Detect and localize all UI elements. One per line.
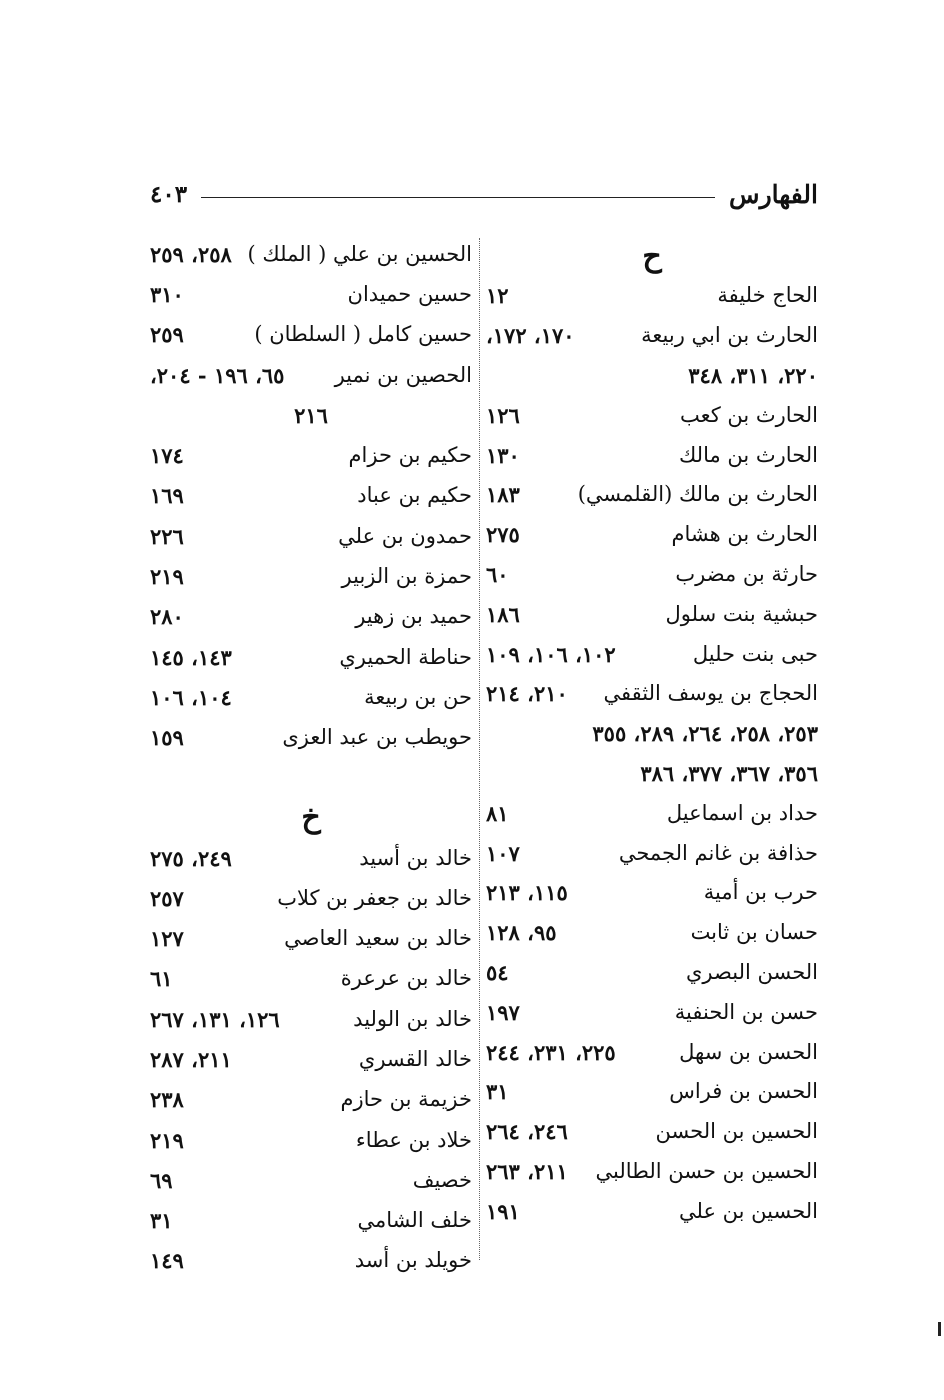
entry-name: الحجاج بن يوسف الثقفي	[603, 681, 818, 706]
entry-name: الحسن بن سهل	[679, 1039, 818, 1064]
index-entry	[150, 677, 472, 717]
index-entry	[486, 873, 818, 913]
entry-pages: ١٢	[486, 283, 509, 309]
index-entry	[486, 1152, 818, 1192]
entry-pages: ٢٤٩، ٢٧٥	[150, 845, 232, 871]
entry-name: خالد بن سعيد العاصي	[284, 926, 472, 951]
entry-name: حكيم بن حزام	[348, 443, 472, 468]
index-entry	[150, 597, 472, 637]
index-entry	[486, 953, 818, 993]
entry-name: خلاد بن عطاء	[355, 1127, 472, 1152]
page-title: الفهارس	[729, 179, 818, 209]
entry-pages: ٣١	[486, 1079, 509, 1105]
entry-pages: ٢١٩	[150, 1127, 184, 1153]
index-entry	[150, 999, 472, 1039]
entry-name: حمدون بن علي	[338, 523, 472, 548]
entry-pages: ٦١	[150, 966, 173, 992]
entry-name: خالد بن جعفر بن كلاب	[277, 885, 472, 910]
index-entry	[486, 594, 818, 634]
entry-name: الحارث بن ابي ربيعة	[641, 323, 818, 348]
index-column-left	[150, 234, 472, 1281]
page-number: ٤٠٣	[150, 180, 188, 208]
entry-pages: ٢٥٨، ٢٥٩	[150, 241, 232, 267]
entry-name: حبى بنت حليل	[692, 641, 818, 666]
index-entry	[150, 1039, 472, 1079]
entry-pages: ٢٥٩	[150, 322, 184, 348]
entry-name: خصيف	[412, 1167, 472, 1192]
index-entry	[150, 1241, 472, 1281]
index-entry	[150, 637, 472, 677]
page-header	[150, 172, 818, 216]
entry-continuation: ٢١٦	[294, 402, 328, 428]
index-column-right	[486, 236, 818, 1231]
entry-pages: ٨١	[486, 800, 509, 826]
index-entry	[150, 878, 472, 918]
entry-name: حميد بن زهير	[355, 604, 472, 629]
entry-name: خالد بن الوليد	[353, 1006, 472, 1031]
entry-pages: ١٨٣	[486, 482, 520, 508]
entry-name: الحارث بن مالك	[678, 442, 818, 467]
entry-pages: ٣١	[150, 1208, 173, 1234]
entry-name: الحارث بن كعب	[679, 402, 818, 427]
entry-name: حبشية بنت سلول	[665, 601, 818, 626]
entry-name: خلف الشامي	[357, 1208, 472, 1233]
index-entry	[150, 718, 472, 758]
entry-name: الحسن بن فراس	[669, 1079, 818, 1104]
entry-continuation: ٣٥٦، ٣٦٧، ٣٧٧، ٣٨٦	[640, 760, 818, 786]
index-entry	[150, 516, 472, 556]
entry-pages: ١٤٩	[150, 1248, 184, 1274]
entry-name: حمزة بن الزبير	[341, 564, 472, 589]
index-entry	[150, 1160, 472, 1200]
entry-continuation: ٢٢٠، ٣١١، ٣٤٨	[688, 362, 818, 388]
entry-pages: ٣١٠	[150, 281, 184, 307]
entry-name: الحاج خليفة	[717, 283, 818, 308]
index-entry	[486, 1072, 818, 1112]
index-entry	[486, 1032, 818, 1072]
index-entry	[486, 395, 818, 435]
entry-pages: ١٤٣، ١٤٥	[150, 644, 232, 670]
entry-name: حارثة بن مضرب	[675, 561, 818, 586]
index-entry	[486, 992, 818, 1032]
entry-pages: ٢١١، ٢٨٧	[150, 1046, 232, 1072]
entry-pages: ٩٥، ١٢٨	[486, 920, 557, 946]
page-edge-mark	[938, 1322, 941, 1336]
entry-pages: ٢٢٦	[150, 523, 184, 549]
entry-pages: ١٣٠	[486, 442, 520, 468]
index-entry	[150, 959, 472, 999]
entry-pages: ٦٠	[486, 561, 509, 587]
entry-pages: ٢٧٥	[486, 522, 520, 548]
entry-pages: ١٩٧	[486, 999, 520, 1025]
index-entry	[486, 833, 818, 873]
entry-pages: ٦٩	[150, 1167, 173, 1193]
section-letter-kha: خ	[301, 800, 321, 836]
index-entry	[486, 475, 818, 515]
entry-pages: ١٩١	[486, 1198, 520, 1224]
index-entry	[486, 1112, 818, 1152]
entry-name: الحسين بن علي	[678, 1198, 818, 1223]
entry-pages: ٢١١، ٢٦٣	[486, 1158, 568, 1184]
entry-pages: ٥٤	[486, 959, 509, 985]
entry-name: حذافة بن غانم الجمحي	[618, 840, 818, 865]
index-entry	[150, 315, 472, 355]
entry-name: حكيم بن عباد	[357, 483, 472, 508]
entry-name: الحسين بن الحسن	[655, 1119, 818, 1144]
entry-name: خالد بن أسيد	[359, 845, 472, 870]
entry-pages: ٦٥، ١٩٦ - ٢٠٤،	[150, 362, 285, 388]
entry-name: حن بن ربيعة	[364, 684, 472, 709]
index-entry	[150, 234, 472, 274]
entry-pages: ١١٥، ٢١٣	[486, 880, 568, 906]
index-entry	[150, 435, 472, 475]
entry-name: حداد بن اسماعيل	[666, 800, 818, 825]
entry-pages: ١٨٦	[486, 601, 520, 627]
entry-pages: ٢٤٦، ٢٦٤	[486, 1119, 568, 1145]
index-entry	[486, 674, 818, 714]
index-entry	[486, 515, 818, 555]
index-entry	[486, 913, 818, 953]
entry-name: الحارث بن مالك (القلمسي)	[577, 482, 818, 507]
column-divider	[479, 238, 480, 1260]
index-entry	[150, 1120, 472, 1160]
entry-name: خزيمة بن حازم	[340, 1087, 472, 1112]
entry-name: الحارث بن هشام	[671, 522, 818, 547]
entry-name: الحسين بن علي ( الملك )	[247, 241, 472, 266]
entry-pages: ٢٥٧	[150, 885, 184, 911]
section-letter-ha: ح	[642, 238, 662, 274]
entry-pages: ١٥٩	[150, 725, 184, 751]
index-entry	[486, 634, 818, 674]
section-gap	[150, 758, 472, 798]
entry-pages: ٢١٩	[150, 564, 184, 590]
entry-pages: ١٧٠، ١٧٢،	[486, 323, 575, 349]
entry-continuation: ٢٥٣، ٢٥٨، ٢٦٤، ٢٨٩، ٣٥٥	[592, 721, 818, 747]
index-entry	[486, 276, 818, 316]
index-entry	[150, 476, 472, 516]
entry-pages: ١٧٤	[150, 443, 184, 469]
index-entry	[486, 1191, 818, 1231]
entry-pages: ١٠٢، ١٠٦، ١٠٩	[486, 641, 616, 667]
index-entry	[150, 556, 472, 596]
entry-pages: ١٠٧	[486, 840, 520, 866]
entry-name: حسن بن الحنفية	[674, 999, 818, 1024]
entry-pages: ٢١٠، ٢١٤	[486, 681, 568, 707]
entry-pages: ٢٢٥، ٢٣١، ٢٤٤	[486, 1039, 616, 1065]
index-entry	[486, 316, 818, 356]
index-entry	[150, 838, 472, 878]
entry-pages: ٢٨٠	[150, 604, 184, 630]
entry-pages: ١٢٧	[150, 926, 184, 952]
entry-name: الحصين بن نمير	[334, 362, 472, 387]
index-entry	[486, 793, 818, 833]
entry-name: حويطب بن عبد العزى	[282, 725, 472, 750]
entry-name: حسين حميدان	[347, 281, 472, 306]
entry-pages: ١٠٤، ١٠٦	[150, 684, 232, 710]
entry-name: خويلد بن أسد	[354, 1248, 472, 1273]
entry-name: حناطة الحميري	[339, 644, 472, 669]
entry-pages: ١٦٩	[150, 483, 184, 509]
index-entry	[150, 918, 472, 958]
entry-pages: ١٢٦	[486, 402, 520, 428]
entry-pages: ٢٣٨	[150, 1087, 184, 1113]
entry-pages: ١٢٦، ١٣١، ٢٦٧	[150, 1006, 280, 1032]
entry-name: خالد بن عرعرة	[340, 966, 472, 991]
entry-name: الحسن البصري	[686, 959, 818, 984]
entry-name: الحسين بن حسن الطالبي	[595, 1158, 818, 1183]
entry-name: خالد القسري	[358, 1046, 472, 1071]
index-entry	[150, 355, 472, 395]
entry-name: حسان بن ثابت	[690, 920, 818, 945]
entry-name: حرب بن أمية	[703, 880, 818, 905]
index-entry	[486, 435, 818, 475]
index-entry	[150, 1201, 472, 1241]
entry-name: حسين كامل ( السلطان )	[254, 322, 472, 347]
index-entry	[150, 274, 472, 314]
header-rule	[201, 197, 715, 198]
index-entry	[150, 1080, 472, 1120]
index-entry	[486, 555, 818, 595]
